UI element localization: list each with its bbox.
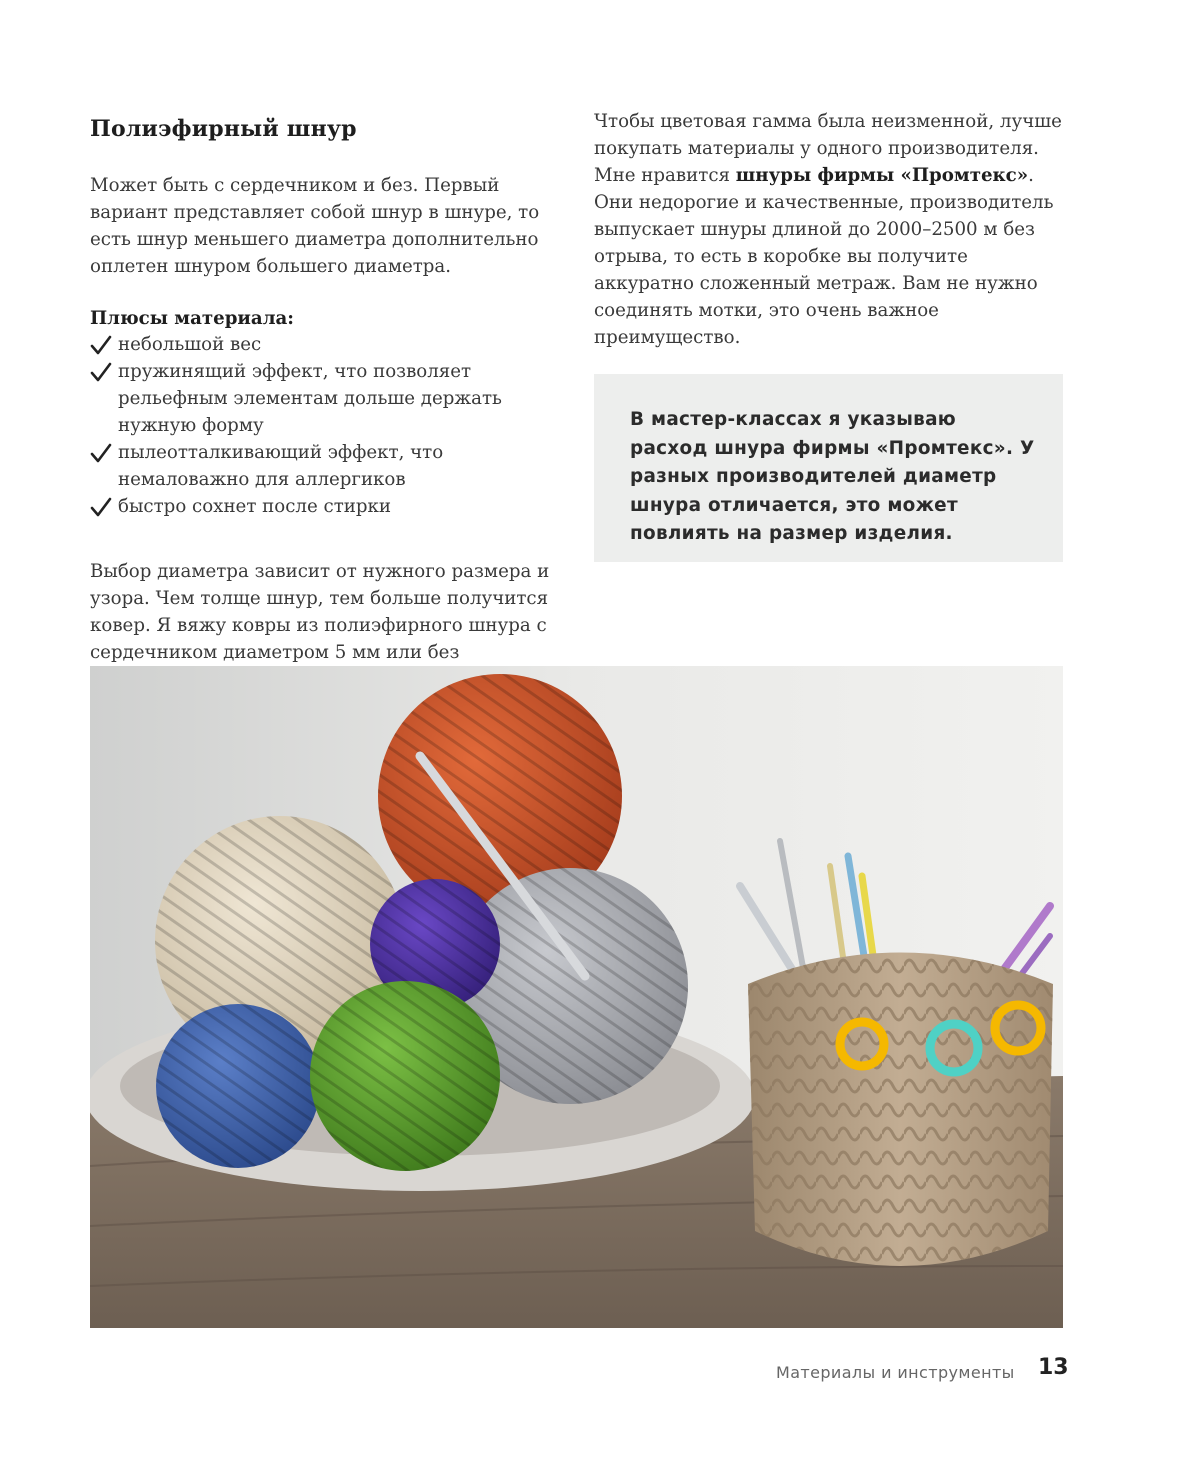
- pros-title: Плюсы материала:: [90, 308, 295, 329]
- list-item: [90, 331, 552, 358]
- pros-list: [90, 331, 552, 520]
- manufacturer-brand: шнуры фирмы «Промтекс»: [735, 165, 1029, 186]
- pros-item-text: быстро сохнет после стирки: [118, 496, 392, 517]
- left-column: [90, 108, 552, 693]
- list-item: [90, 493, 552, 520]
- diameter-paragraph: Выбор диаметра зависит от нужного размера и узора. Чем толще шнур, тем больше получится ковер. Я вяжу ковры из полиэфирного шнура с сердечником диаметром 5 мм или без: [90, 561, 550, 663]
- checkmark-icon: [90, 361, 112, 383]
- pros-item-text: пылеотталкивающий эффект, что немаловажно для аллергиков: [118, 442, 444, 490]
- yarn-illustration: [90, 666, 1063, 1328]
- footer-section-title: Материалы и инструменты: [776, 1363, 1015, 1382]
- checkmark-icon: [90, 496, 112, 518]
- intro-paragraph: Может быть с сердечником и без. Первый вариант представляет собой шнур в шнуре, то есть шнур меньшего диаметра дополнительно оплетен шнуром большего диаметра.: [90, 175, 540, 277]
- list-item: [90, 439, 552, 493]
- note-text: В мастер-классах я указываю расход шнура фирмы «Промтекс». У разных производителей диаметр шнура отличается, это может повлиять на размер изделия.: [630, 409, 1035, 544]
- note-box: [594, 374, 1063, 562]
- yarn-photo: [90, 666, 1063, 1328]
- manufacturer-text-end: . Они недорогие и качественные, производитель выпускает шнуры длиной до 2000–2500 м без отрыва, то есть в коробке вы получите аккуратно сложенный метраж. Вам не нужно соединять мотки, это очень важное преимущество.: [594, 165, 1054, 348]
- checkmark-icon: [90, 442, 112, 464]
- checkmark-icon: [90, 334, 112, 356]
- page-number: 13: [1038, 1355, 1069, 1380]
- manufacturer-text-start: Чтобы цветовая гамма была неизменной, лучше покупать материалы у одного производителя. Мне нравится: [594, 111, 1062, 186]
- pros-item-text: пружинящий эффект, что позволяет рельефным элементам дольше держать нужную форму: [118, 361, 502, 436]
- pros-item-text: небольшой вес: [118, 334, 262, 355]
- section-heading: Полиэфирный шнур: [90, 116, 357, 142]
- right-column: [594, 108, 1064, 351]
- manufacturer-paragraph: [594, 108, 1064, 351]
- list-item: [90, 358, 552, 439]
